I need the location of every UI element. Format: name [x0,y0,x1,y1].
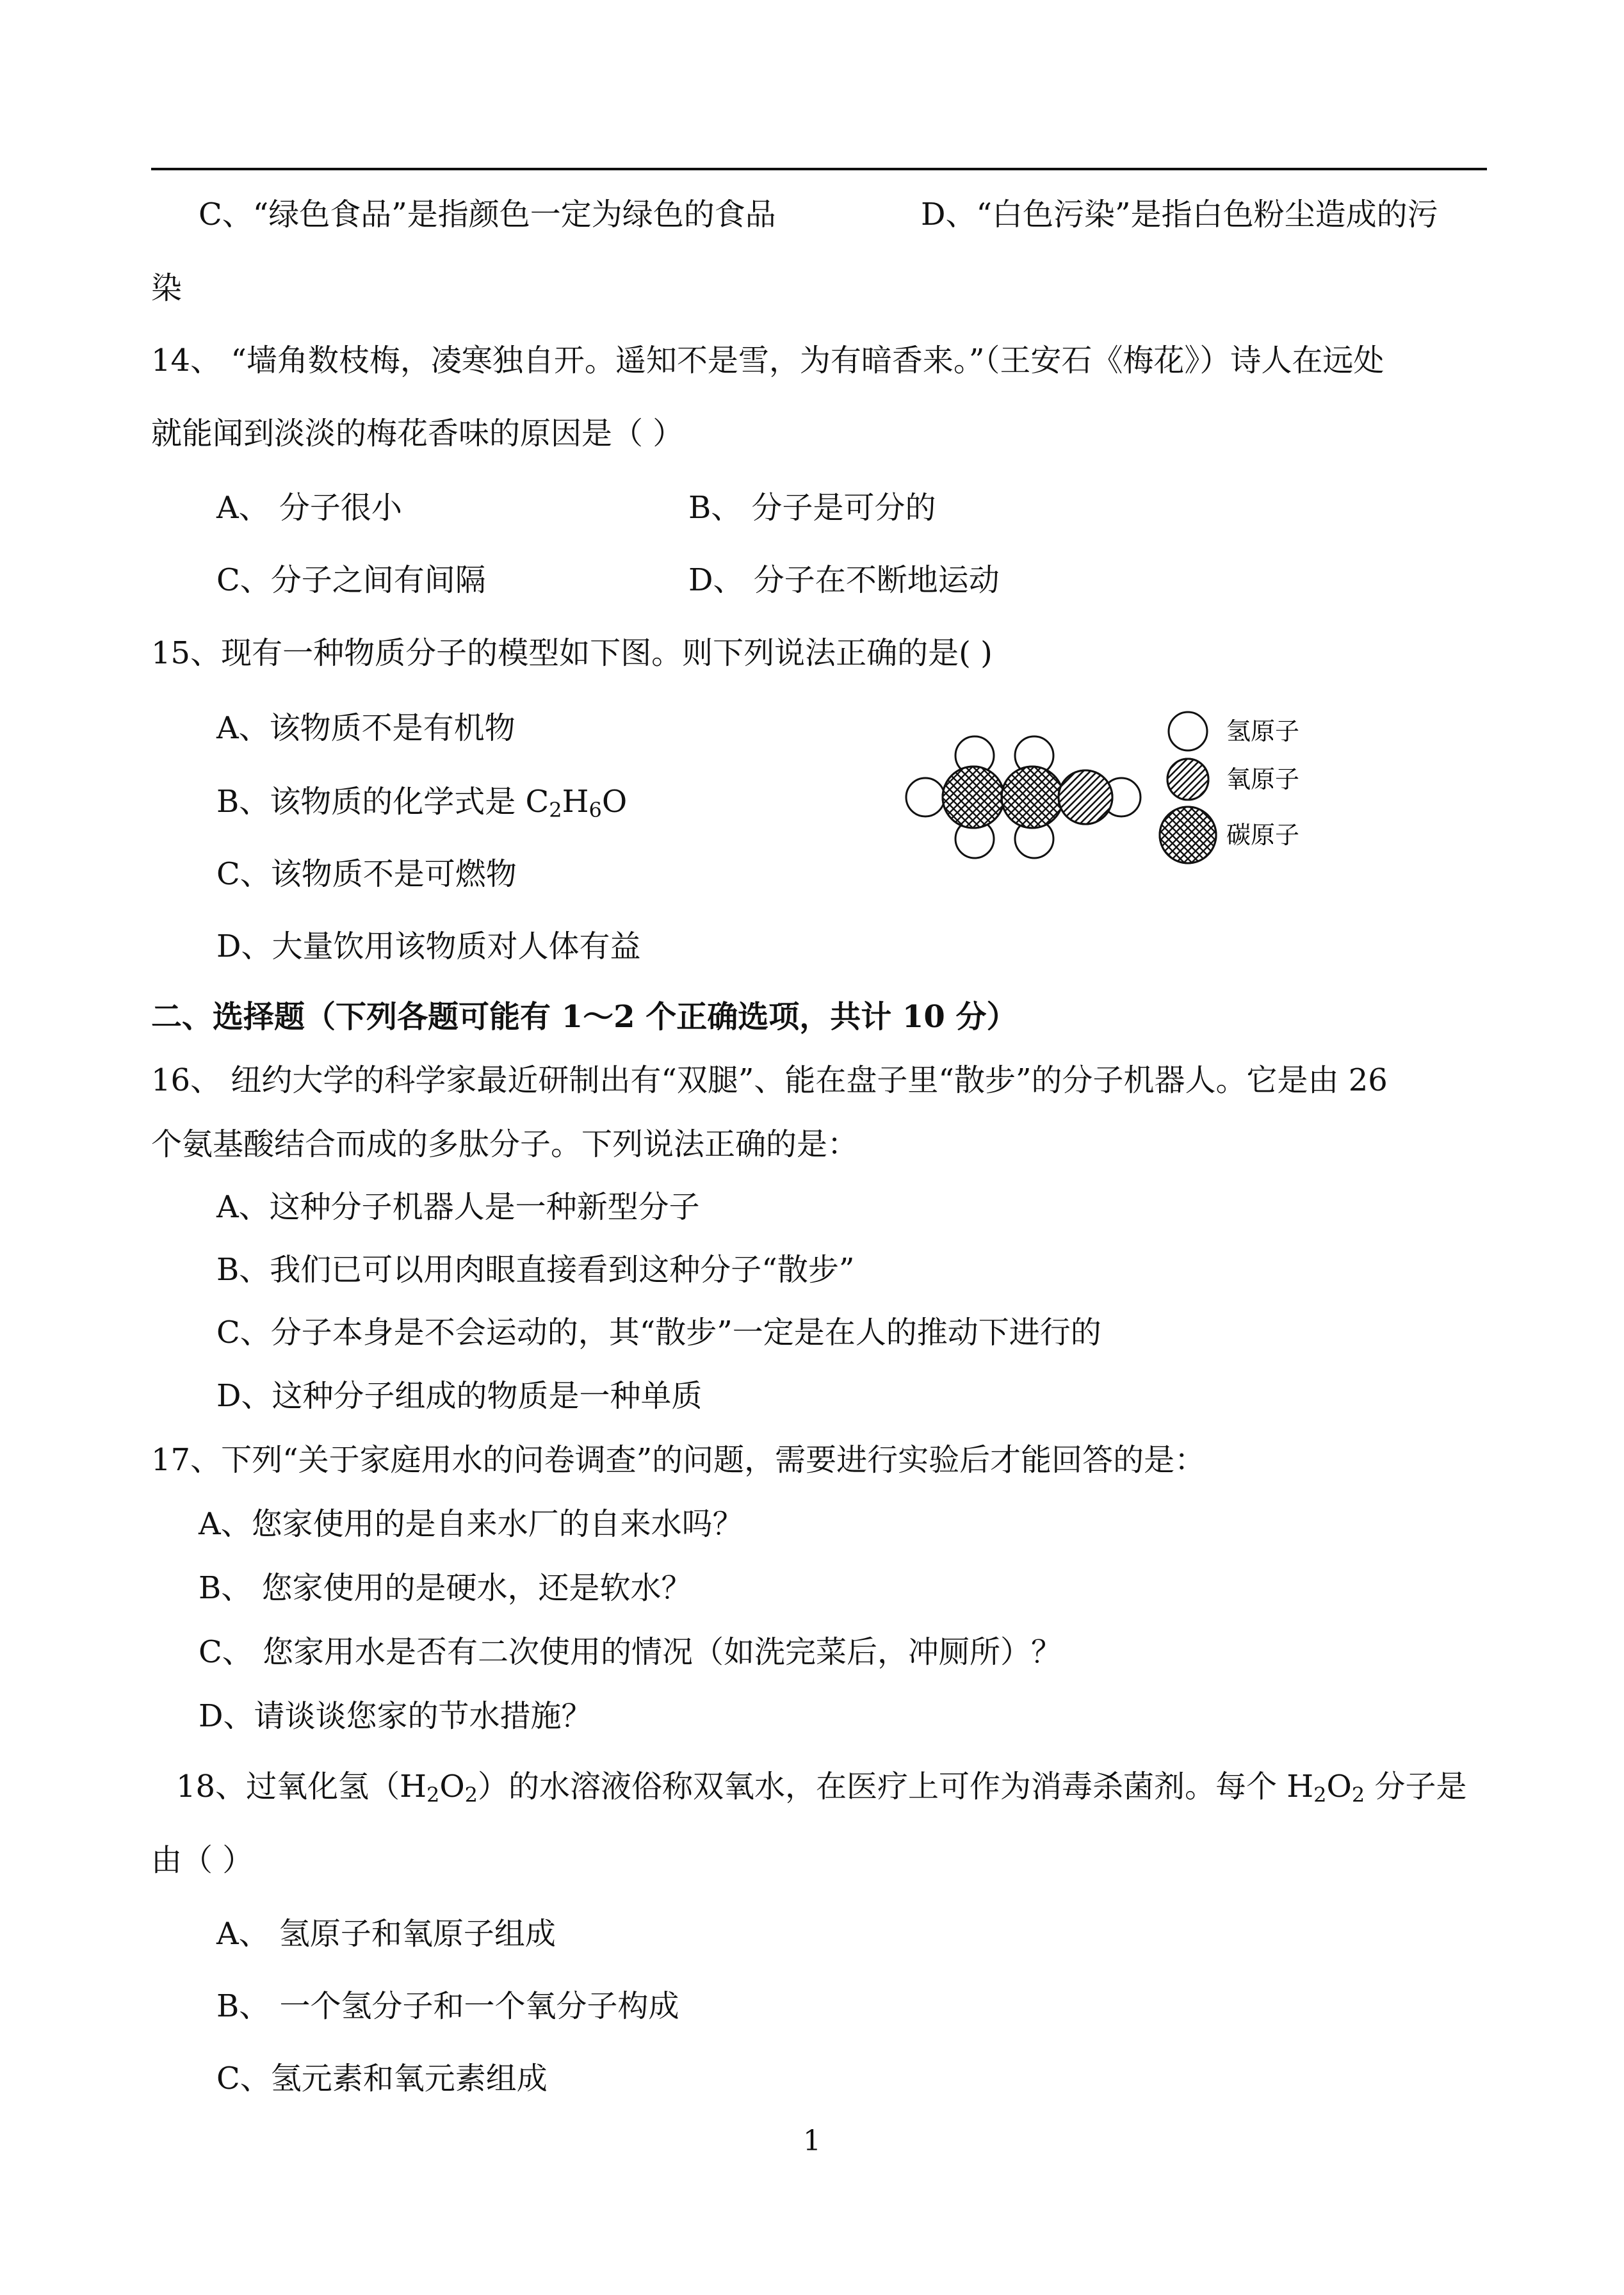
q16-stem-line2: 个氨基酸结合而成的多肽分子。下列说法正确的是： [151,1126,859,1162]
q17-option-c: C、 您家用水是否有二次使用的情况（如洗完菜后，冲厕所）？ [199,1634,1062,1670]
q14-option-c: C、分子之间有间隔 [216,562,486,598]
q16-option-b: B、我们已可以用肉眼直接看到这种分子“散步” [216,1252,855,1288]
molecule-model-diagram [900,701,1348,880]
q15-option-c: C、该物质不是可燃物 [216,856,517,892]
q18-option-b: B、 一个氢分子和一个氧分子构成 [216,1988,679,2024]
page-number: 1 [803,2125,821,2157]
section-heading: 二、选择题（下列各题可能有 1～2 个正确选项，共计 10 分） [151,999,1018,1035]
carbon-atom [943,766,1004,828]
q14-option-b: B、 分子是可分的 [688,490,936,526]
q15-option-b: B、该物质的化学式是 $C_2H_6O$ [216,784,628,822]
q18-option-c: C、氢元素和氧元素组成 [216,2061,548,2096]
legend-hydrogen-label: 氢原子 [1226,717,1300,745]
q14-stem-line1: 14、 “墙角数枝梅，凌寒独自开。遥知不是雪，为有暗香来。”（王安石《梅花》）诗人在远处 [151,343,1384,378]
legend-hydrogen-symbol [1169,712,1207,750]
q18-option-a: A、 氢原子和氧原子组成 [216,1916,556,1952]
q18-stem-line1: 18、过氧化氢$(H_2O_2)$的水溶液俗称双氧水，在医疗上可作为消毒杀菌剂。每个 $H_2O_2$ 分子是 [176,1769,1467,1807]
q17-option-d: D、请谈谈您家的节水措施？ [199,1698,592,1734]
q15-option-d: D、大量饮用该物质对人体有益 [216,929,641,964]
q14-option-d: D、 分子在不断地运动 [688,562,1000,598]
q16-stem-line1: 16、 纽约大学的科学家最近研制出有“双腿”、能在盘子里“散步”的分子机器人。它是由 26 [151,1062,1388,1098]
hydrogen-atom [906,778,945,816]
q14-option-a: A、 分子很小 [216,490,402,526]
legend-oxygen-symbol [1167,759,1208,800]
q13-option-d-continued: 染 [151,270,183,306]
legend-oxygen-label: 氧原子 [1226,765,1300,793]
oxygen-atom [1059,770,1112,824]
carbon-atom [1002,766,1063,828]
q13-option-c: C、“绿色食品”是指颜色一定为绿色的食品 [199,197,776,232]
q15-option-a: A、该物质不是有机物 [216,710,516,746]
q17-stem: 17、下列“关于家庭用水的问卷调查”的问题，需要进行实验后才能回答的是： [151,1442,1206,1478]
legend-carbon-symbol [1160,807,1216,863]
q17-option-a: A、您家使用的是自来水厂的自来水吗？ [199,1506,743,1542]
q16-option-c: C、分子本身是不会运动的，其“散步”一定是在人的推动下进行的 [216,1315,1101,1350]
q18-stem-line2: 由（ ） [151,1842,254,1878]
q16-option-a: A、这种分子机器人是一种新型分子 [216,1189,700,1225]
q17-option-b: B、 您家使用的是硬水，还是软水？ [199,1570,692,1606]
q13-option-d: D、“白色污染”是指白色粉尘造成的污 [921,197,1438,232]
header-rule [151,168,1487,170]
q14-stem-line2: 就能闻到淡淡的梅花香味的原因是（ ） [151,416,684,451]
q15-stem: 15、现有一种物质分子的模型如下图。则下列说法正确的是( ) [151,635,993,671]
legend-carbon-label: 碳原子 [1226,821,1300,849]
q16-option-d: D、这种分子组成的物质是一种单质 [216,1378,702,1414]
